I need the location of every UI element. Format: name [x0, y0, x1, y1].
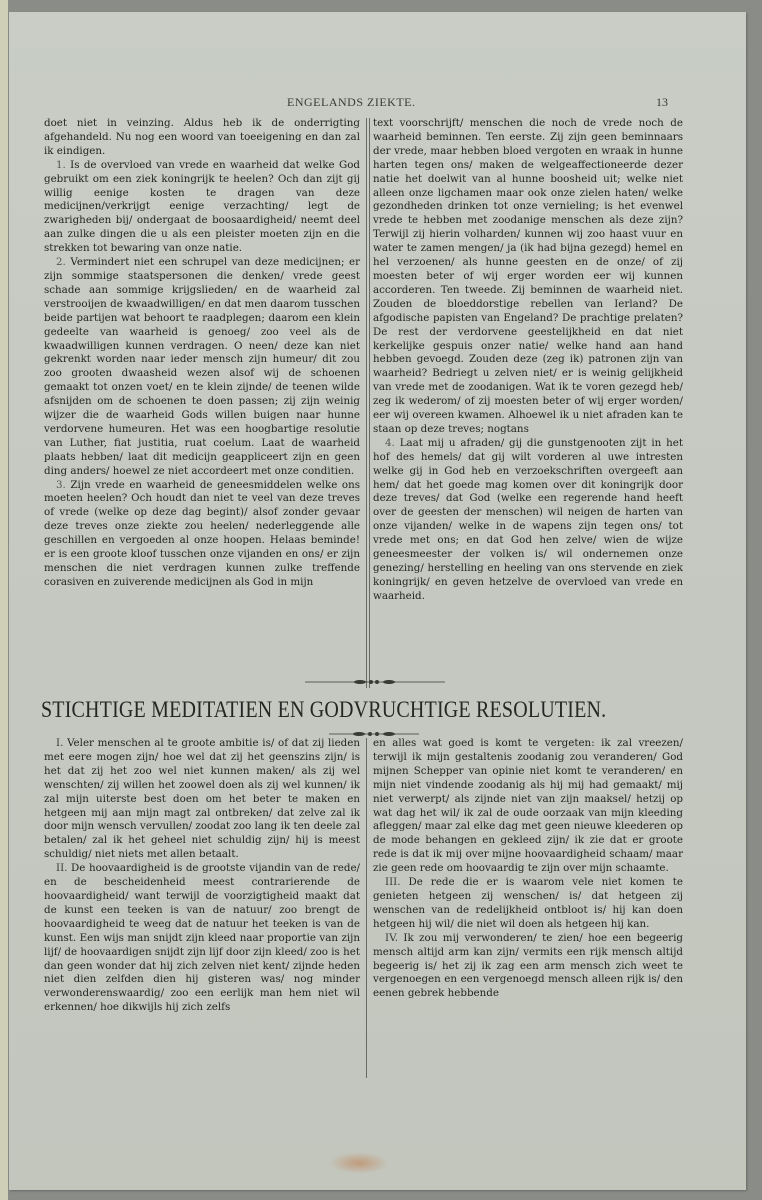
numbered-paragraph — [44, 479, 360, 590]
numbered-paragraph — [373, 932, 683, 1002]
top-left-column — [44, 117, 360, 590]
paragraph: doet niet in veinzing. Aldus heb ik de onderrigting afgehandeld. Nu nog een woord van toeeigening en dan zal ik eindigen. — [44, 117, 360, 157]
running-title: ENGELANDS ZIEKTE. — [287, 95, 416, 109]
paragraph-number: 4. — [385, 436, 395, 449]
paragraph-text: Ik zou mij verwonderen/ te zien/ hoe een begeerig mensch altijd arm kan zijn/ vermits een rijk mensch altijd begeerig is/ het zij ik zag een arm mensch zich weet te vergenoegen en een vergenoegd mensch alleen rijk is/ den eenen gebrek hebbende — [373, 931, 683, 1000]
section-title: STICHTIGE MEDITATIEN EN GODVRUCHTIGE RESOLUTIEN. — [41, 697, 607, 722]
page-number: 13 — [656, 95, 668, 109]
numbered-paragraph — [44, 737, 360, 862]
paragraph-number: 1. — [56, 158, 66, 171]
paragraph-text: Is de overvloed van vrede en waarheid dat welke God gebruikt om een ziek koningrijk te heelen? Och dan zijt gij willig eenige kosten te dragen van deze medicijnen/verkrijgt eenige verzachting/ legt de zwarigheden bij/ ondergaat de boosaardigheid/ neemt deel aan zulke dingen die u als een pleister moeten zijn en die strekken tot bewaring van onze natie. — [44, 158, 360, 255]
paragraph-text: Vermindert niet een schrupel van deze medicijnen; er zijn sommige staatspersonen die denken/ vrede geest schade aan sommige krijgslieden/ en de waarheid zal verstrooijen de kwaadwilligen/ en dat men daarom tusschen beide partijen wat behoort te raadplegen; daarom een klein gedeelte van waarheid is genoeg/ zoo veel als de kwaadwilligen kunnen verdragen. O neen/ deze kan niet gekrenkt worden naar ieder mensch zijn humeur/ dit zou zoo grooten dwaasheid wezen alsof wij de schoenen gemaakt tot onzen voet/ en te klein zijnde/ de teenen wilde afsnijden om de schoenen te doen passen; zij zijn weinig wijzer die de waarheid Gods willen buigen naar hunne verdorvene humeuren. Het was een hoogbartige resolutie van Luther, fiat justitia, ruat coelum. Laat de waarheid plaats hebben/ laat dit medicijn geappliceert zijn en geen ding anders/ hoewel ze niet accordeert met onze conditien. — [44, 256, 361, 477]
paragraph-text: Laat mij u afraden/ gij die gunstgenooten zijt in het hof des hemels/ dat gij wilt vorderen al uwe intresten welke gij in God heb en verzoekschriften overgeeft aan hem/ dat het goede mag komen over dit koningrijk door deze treves/ dat God (welke een regerende hand heeft over de geesten der menschen) wil neigen de harten van onze vijanden/ welke in de wapens zijn tegen ons/ tot vrede met ons; en dat God hen zelve/ wien de wijze geneesmeester der volken is/ wil ondernemen onze genezing/ herstelling en heeling van ons stervende en ziek koningrijk/ en geven hetzelve de overvloed van vrede en waarheid. — [373, 436, 683, 602]
bottom-left-column — [44, 737, 360, 1015]
column-divider — [366, 118, 367, 688]
column-divider — [366, 738, 367, 1078]
paragraph-number: 3. — [56, 478, 66, 491]
paragraph-text: De hoovaardigheid is de grootste vijandin van de rede/ en de bescheidenheid meest contrarierende de hoovaardigheid/ want terwijl de voorzigtigheid maakt dat de kunst een teeken is van de natuur/ zoo brengt de hoovaardigheid te weeg dat de natuur het teeken is van de kunst. Een wijs man snijdt zijn kleed naar proportie van zijn lijf/ de hoovaardigen snijdt zijn lijf door zijn kleed/ zoo is het dan geen wonder dat hij zich zelven niet kent/ zijnde heden niet dien zelfden dien hij gisteren was/ nog minder verwonderenswaardig/ zoo een eerlijk man hem niet wil erkennen/ hoe dikwijls hij zich zelfs — [44, 862, 361, 1014]
paragraph-number: I. — [56, 737, 64, 749]
column-divider — [369, 118, 370, 688]
paper-stain — [329, 1152, 389, 1174]
numbered-paragraph — [44, 862, 360, 1015]
paragraph-number: III. — [385, 876, 401, 889]
top-right-column — [373, 117, 683, 604]
numbered-paragraph — [44, 256, 360, 479]
paragraph-text: De rede die er is waarom vele niet komen te genieten hetgeen zij wenschen/ is/ dat hetgeen zij wenschen van de redelijkheid ontbloot is/ hij kan doen hetgeen hij wil/ die niet wil doen als hetgeen hij kan. — [373, 876, 683, 930]
paragraph-number: II. — [56, 862, 68, 875]
numbered-paragraph — [44, 159, 360, 256]
paragraph-text: Zijn vrede en waarheid de geneesmiddelen welke ons moeten heelen? Och houdt dan niet te veel van deze treves of vrede (welke op deze dag begint)/ alsof zonder gevaar deze treves onze ziekte zou heelen/ nederleggende alle geschillen en vergoeden al onze hoopen. Helaas beminde! er is een groote kloof tusschen onze vijanden en ons/ er zijn menschen die niet verdragen kunnen zulke treffende corasiven en zuiverende medicijnen als God in mijn — [44, 478, 360, 588]
paragraph-number: IV. — [385, 931, 398, 944]
paragraph: en alles wat goed is komt te vergeten: ik zal vreezen/ terwijl ik mijn gestaltenis zoodanig zou veranderen/ God mijnen Schepper van opinie niet komt te veranderen/ en mijn niet vindende zoodanig als hij mij had gemaakt/ mij niet verwerpt/ als zijnde niet van zijn maaksel/ hetzij op wat dag het wil/ ik zal de oude oorzaak van mijn kleeding afleggen/ maar zal elke dag met geen nieuwe kleederen op de mode behangen en gekleed zijn/ ik zie dat er groote rede is dat ik mij over mijne hoovaardigheid schaam/ maar zie geen rede om hoovaardig te zijn over mijn schaamte. — [373, 737, 683, 875]
adjacent-page-edge — [0, 0, 8, 1200]
numbered-paragraph — [373, 876, 683, 932]
paragraph: text voorschrijft/ menschen die noch de vrede noch de waarheid beminnen. Ten eerste. Zij zijn geen beminnaars der vrede, maar hebben bloed vergoten en wraak in hunne harten tegen ons/ maken de welgeaffectioneerde dezer natie het doelwit van al hunne boosheid uit; welke niet alleen onze ligchamen maar ook onze zielen haten/ welke gezondheden drinken tot onze vernieling; is het evenwel vrede te hebben met zoodanige menschen als deze zijn? Terwijl zij hierin volharden/ kunnen wij zoo haast vuur en water te zamen mengen/ ja (ik had bijna gezegd) hemel en hel verzoenen/ als hunne geesten en de onze/ of zij moesten beter of wij erger worden eer wij kunnen accorderen. Ten tweede. Zij beminnen de waarheid niet. Zouden de bloeddorstige rebellen van Ierland? De afgodische papisten van Engeland? De prachtige prelaten? De rest der verdorvene geestelijkheid en dat niet kerkelijke gespuis onzer natie/ welke hand aan hand hebben gevoegd. Zouden deze (zeg ik) patronen zijn van waarheid? Bedriegt u zelven niet/ er is weinig gelijkheid van vrede met de zoodanigen. Wat ik te voren gezegd heb/ zeg ik wederom/ of zij moesten beter of wij erger worden/ eer wij overeen kwamen. Alhoewel ik u niet afraden kan te staan op deze treves; nogtans — [373, 117, 683, 435]
paragraph-text: Veler menschen al te groote ambitie is/ of dat zij lieden met eere mogen zijn/ hoe wel dat zij het geenszins zijn/ is het dat zij het zoo wel niet kunnen maken/ als zij wel wenschten/ zij willen het zoowel doen als zij wel kunnen/ ik zal mijn uiterste best doen om het beter te maken en hetgeen mij aan mijn magt zal ontbreken/ dat zelve zal ik door mijn wensch vervullen/ zoodat zoo lang ik ten deele zal betalen/ zal ik het geheel niet schuldig zijn/ hij is meest schuldig/ niet niets met allen betaalt. — [44, 737, 360, 861]
bottom-right-column — [373, 737, 683, 1001]
numbered-paragraph — [373, 437, 683, 604]
paragraph-number: 2. — [56, 256, 66, 269]
running-head — [0, 95, 762, 113]
ornament-divider — [305, 679, 445, 685]
